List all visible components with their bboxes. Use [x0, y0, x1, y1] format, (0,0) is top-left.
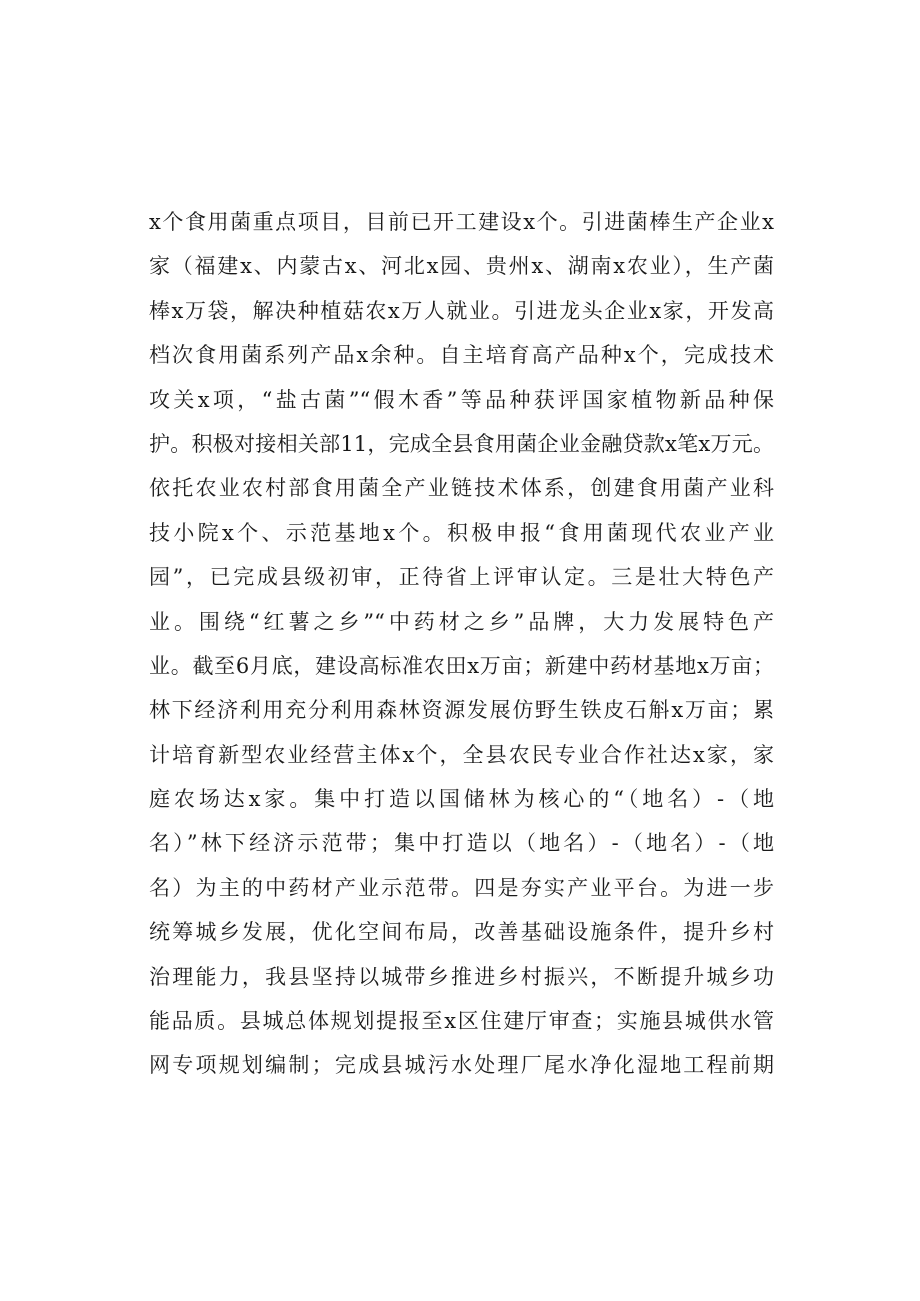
text-line-7: 依托农业农村部食用菌全产业链技术体系，创建食用菌产业科	[149, 476, 774, 501]
text-line-20: 网专项规划编制；完成县城污水处理厂尾水净化湿地工程前期	[149, 1053, 774, 1078]
text-line-4: 档次食用菌系列产品x余种。自主培育高产品种x个，完成技术	[149, 343, 774, 368]
text-line-18: 治理能力，我县坚持以城带乡推进乡村振兴，不断提升城乡功	[149, 964, 774, 989]
text-line-12: 林下经济利用充分利用森林资源发展仿野生铁皮石斛x万亩；累	[149, 698, 774, 723]
text-line-11: 业。截至6月底，建设高标准农田x万亩；新建中药材基地x万亩；	[149, 653, 774, 678]
text-line-9: 园”，已完成县级初审，正待省上评审认定。三是壮大特色产	[149, 565, 774, 590]
text-line-13: 计培育新型农业经营主体x个，全县农民专业合作社达x家，家	[149, 742, 774, 767]
text-line-10: 业。围绕“红薯之乡”“中药材之乡”品牌，大力发展特色产	[149, 609, 774, 634]
text-line-6: 护。积极对接相关部11，完成全县食用菌企业金融贷款x笔x万元。	[149, 431, 774, 456]
body-paragraph	[149, 200, 774, 1088]
text-line-14: 庭农场达x家。集中打造以国储林为核心的“（地名）-（地	[149, 787, 774, 812]
text-line-5: 攻关x项，“盐古菌”“假木香”等品种获评国家植物新品种保	[149, 387, 774, 412]
text-line-17: 统筹城乡发展，优化空间布局，改善基础设施条件，提升乡村	[149, 920, 774, 945]
text-line-8: 技小院x个、示范基地x个。积极申报“食用菌现代农业产业	[149, 520, 774, 545]
text-line-1: x个食用菌重点项目，目前已开工建设x个。引进菌棒生产企业x	[149, 210, 774, 234]
text-line-3: 棒x万袋，解决种植菇农x万人就业。引进龙头企业x家，开发高	[149, 298, 774, 323]
text-line-16: 名）为主的中药材产业示范带。四是夯实产业平台。为进一步	[149, 875, 774, 900]
text-line-15: 名）”林下经济示范带；集中打造以（地名）-（地名）-（地	[149, 831, 774, 856]
text-line-19: 能品质。县城总体规划提报至x区住建厅审查；实施县城供水管	[149, 1009, 774, 1034]
text-line-2: 家（福建x、内蒙古x、河北x园、贵州x、湖南x农业），生产菌	[149, 254, 774, 279]
